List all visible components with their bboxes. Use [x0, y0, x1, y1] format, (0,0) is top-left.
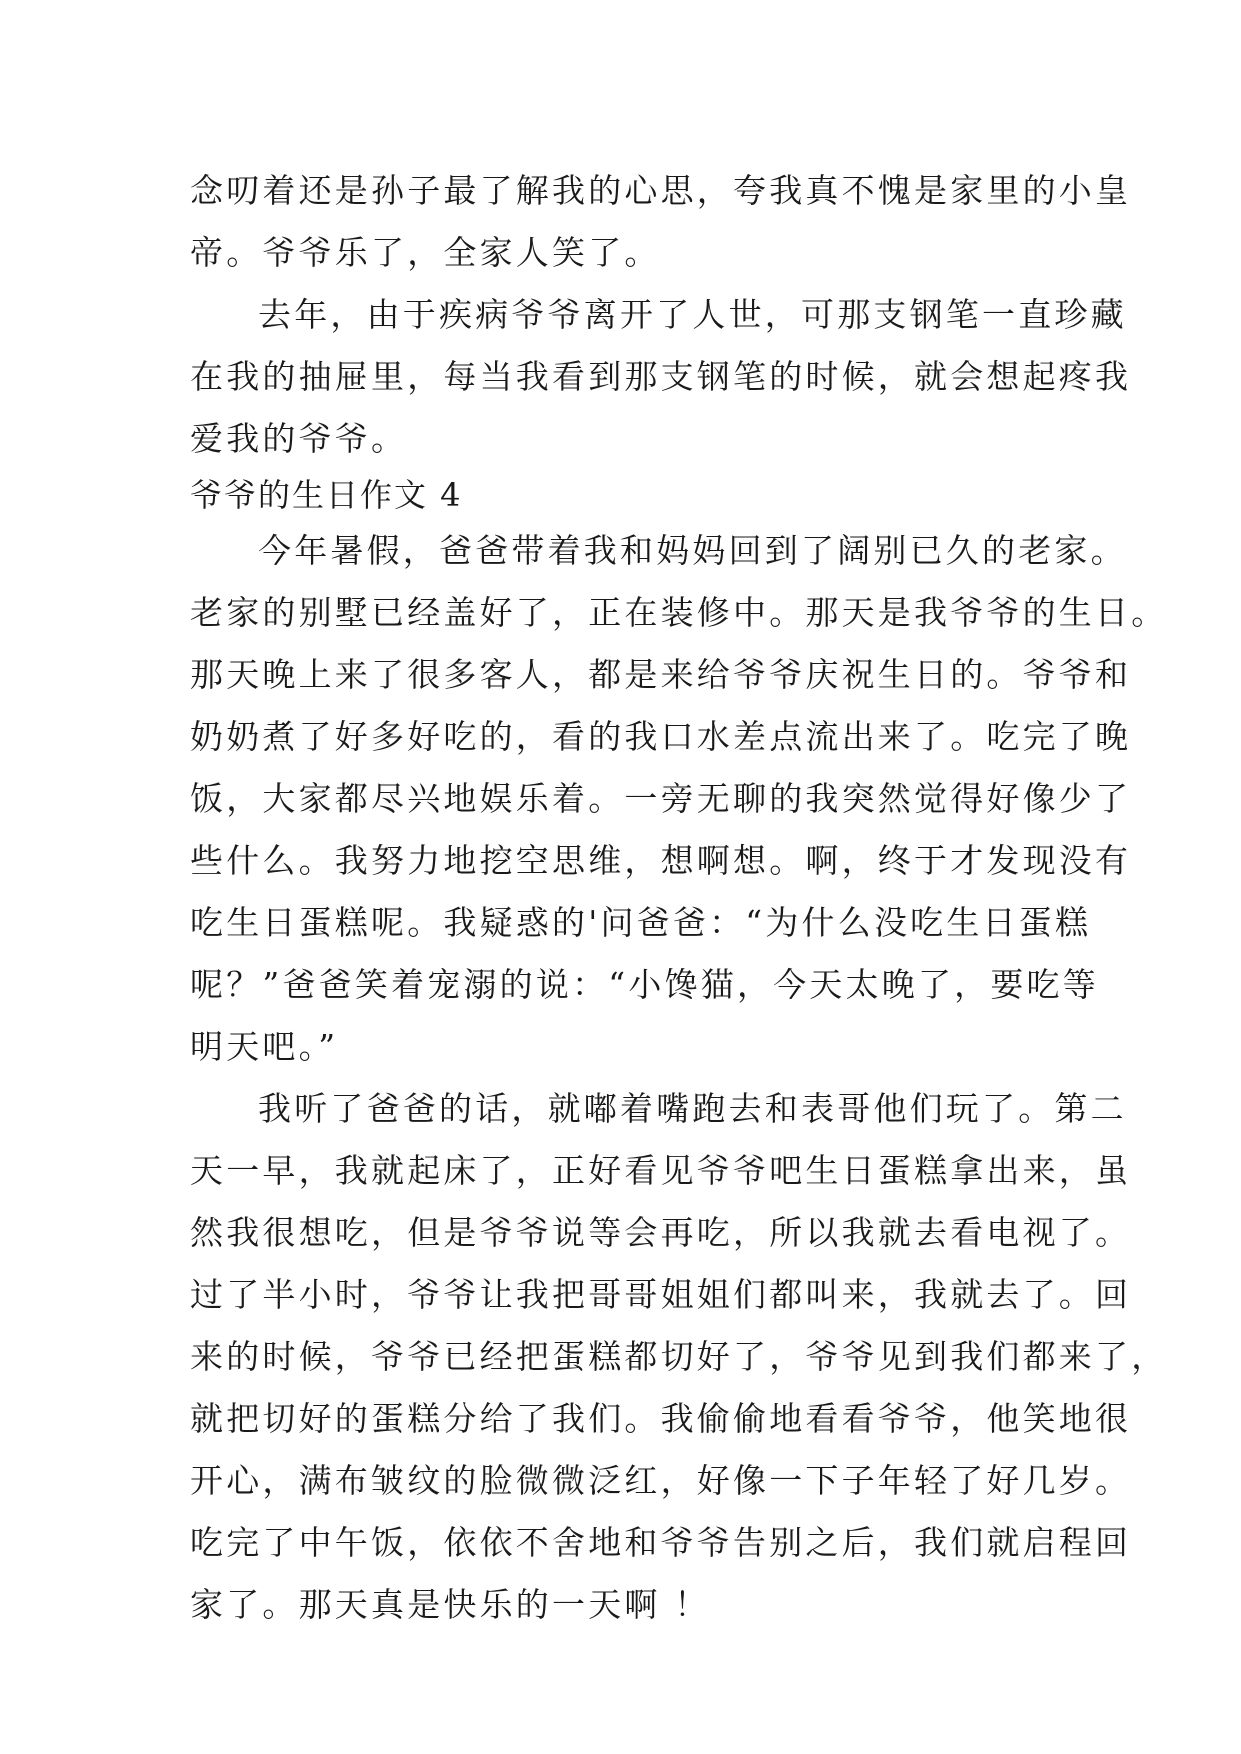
- paragraph-line: 那天晚上来了很多客人，都是来给爷爷庆祝生日的。爷爷和: [190, 655, 1132, 694]
- paragraph-line: 吃完了中午饭，依依不舍地和爷爷告别之后，我们就启程回: [190, 1523, 1132, 1562]
- paragraph-line: 来的时候，爷爷已经把蛋糕都切好了，爷爷见到我们都来了，: [190, 1337, 1168, 1376]
- paragraph-line: 就把切好的蛋糕分给了我们。我偷偷地看看爷爷，他笑地很: [190, 1399, 1132, 1438]
- paragraph-line: 家了。那天真是快乐的一天啊 ！: [190, 1585, 711, 1624]
- section-heading: 爷爷的生日作文 4: [190, 476, 463, 514]
- paragraph-line: 些什么。我努力地挖空思维，想啊想。啊，终于才发现没有: [190, 841, 1132, 880]
- paragraph-line: 我听了爸爸的话，就嘟着嘴跑去和表哥他们玩了。第二: [258, 1089, 1127, 1128]
- paragraph-line: 老家的别墅已经盖好了，正在装修中。那天是我爷爷的生日。: [190, 593, 1168, 632]
- paragraph-line: 帝。爷爷乐了，全家人笑了。: [190, 233, 661, 272]
- paragraph-line: 吃生日蛋糕呢。我疑惑的'问爸爸：“为什么没吃生日蛋糕: [190, 903, 1092, 942]
- paragraph-line: 爱我的爷爷。: [190, 419, 408, 458]
- document-body: [190, 160, 1168, 1636]
- paragraph-line: 天一早，我就起床了，正好看见爷爷吧生日蛋糕拿出来，虽: [190, 1151, 1132, 1190]
- paragraph-line: 然我很想吃，但是爷爷说等会再吃，所以我就去看电视了。: [190, 1213, 1132, 1252]
- paragraph-line: 开心，满布皱纹的脸微微泛红，好像一下子年轻了好几岁。: [190, 1461, 1132, 1500]
- paragraph-line: 念叨着还是孙子最了解我的心思，夸我真不愧是家里的小皇: [190, 171, 1132, 210]
- paragraph-line: 奶奶煮了好多好吃的，看的我口水差点流出来了。吃完了晚: [190, 717, 1132, 756]
- paragraph-line: 过了半小时，爷爷让我把哥哥姐姐们都叫来，我就去了。回: [190, 1275, 1132, 1314]
- paragraph-line: 去年，由于疾病爷爷离开了人世，可那支钢笔一直珍藏: [258, 295, 1127, 334]
- paragraph-line: 饭，大家都尽兴地娱乐着。一旁无聊的我突然觉得好像少了: [190, 779, 1132, 818]
- paragraph-line: 在我的抽屉里，每当我看到那支钢笔的时候，就会想起疼我: [190, 357, 1132, 396]
- paragraph-line: 明天吧。”: [190, 1027, 339, 1066]
- paragraph-line: 今年暑假，爸爸带着我和妈妈回到了阔别已久的老家。: [258, 531, 1127, 570]
- paragraph-line: 呢？”爸爸笑着宠溺的说：“小馋猫，今天太晚了，要吃等: [190, 965, 1099, 1004]
